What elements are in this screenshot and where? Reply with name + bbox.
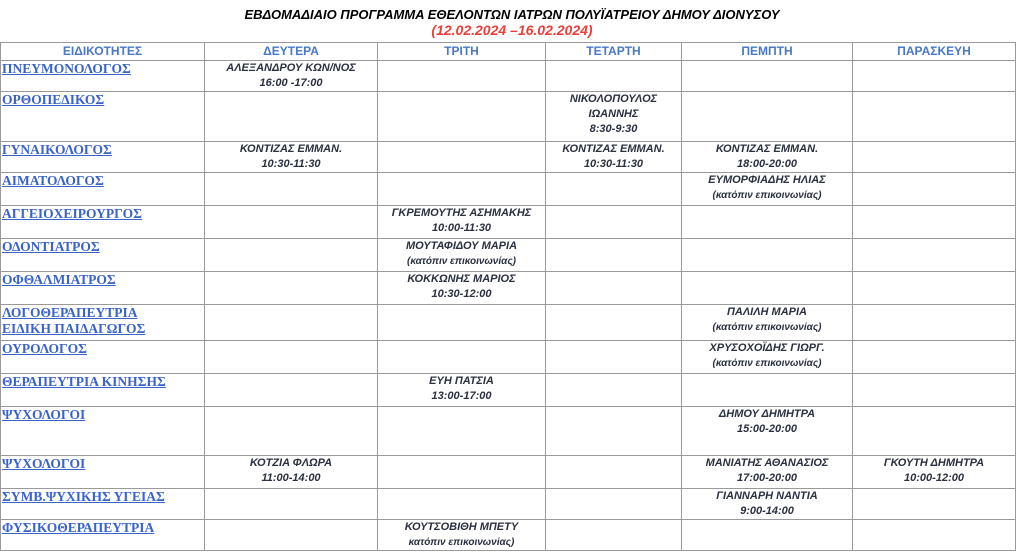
schedule-cell-wed: [546, 456, 682, 489]
schedule-cell-fri: [853, 305, 1016, 341]
schedule-cell-tue: [378, 341, 546, 374]
specialty-cell: [1, 407, 205, 456]
doctor-name: ΚΟΚΚΩΝΗΣ ΜΑΡΙΟΣ: [407, 273, 516, 285]
doctor-name: ΕΥΜΟΡΦΙΑΔΗΣ ΗΛΙΑΣ: [708, 174, 826, 186]
schedule-cell-thu: [682, 239, 853, 272]
schedule-cell-wed: [546, 92, 682, 142]
schedule-cell-tue: [378, 92, 546, 142]
schedule-cell-tue: [378, 305, 546, 341]
specialty-cell: [1, 520, 205, 551]
table-row: [1, 272, 1016, 305]
schedule-cell-fri: [853, 374, 1016, 407]
schedule-cell-wed: [546, 374, 682, 407]
schedule-cell-wed: [546, 173, 682, 206]
header-monday: ΔΕΥΤΕΡΑ: [205, 43, 378, 61]
schedule-cell-tue: [378, 173, 546, 206]
specialty-link[interactable]: ΨΥΧΟΛΟΓΟΙ: [2, 456, 86, 471]
doctor-name: ΓΚΟΥΤΗ ΔΗΜΗΤΡΑ: [883, 457, 985, 469]
specialty-link[interactable]: ΟΡΘΟΠΕΔΙΚΟΣ: [2, 92, 105, 107]
schedule-cell-thu: [682, 341, 853, 374]
specialty-cell: [1, 206, 205, 239]
schedule-cell-fri: [853, 239, 1016, 272]
schedule-cell-mon: [205, 206, 378, 239]
doctor-name: ΠΑΛΙΛΗ ΜΑΡΙΑ: [726, 306, 807, 318]
schedule-cell-wed: [546, 407, 682, 456]
schedule-cell-tue: [378, 407, 546, 456]
schedule-detail: 15:00-20:00: [737, 423, 797, 435]
table-row: [1, 341, 1016, 374]
schedule-detail: 10:00-11:30: [431, 222, 492, 234]
schedule-detail: 8:30-9:30: [589, 123, 638, 135]
schedule-cell-mon: [205, 61, 378, 92]
schedule-detail: 13:00-17:00: [431, 390, 492, 402]
schedule-cell-tue: [378, 489, 546, 520]
doctor-name: ΚΟΤΖΙΑ ΦΛΩΡΑ: [249, 457, 333, 469]
schedule-cell-mon: [205, 305, 378, 341]
specialty-link[interactable]: ΕΙΔΙΚΗ ΠΑΙΔΑΓΩΓΟΣ: [2, 321, 146, 336]
schedule-detail: κατόπιν επικοινωνίας): [408, 537, 515, 548]
specialty-link[interactable]: ΦΥΣΙΚΟΘΕΡΑΠΕΥΤΡΙΑ: [2, 520, 155, 535]
specialty-link[interactable]: ΓΥΝΑΙΚΟΛΟΓΟΣ: [2, 142, 112, 157]
specialty-link[interactable]: ΠΝΕΥΜΟΝΟΛΟΓΟΣ: [2, 61, 131, 76]
schedule-cell-tue: [378, 239, 546, 272]
schedule-cell-thu: [682, 305, 853, 341]
schedule-cell-wed: [546, 239, 682, 272]
doctor-name: ΚΟΝΤΙΖΑΣ ΕΜΜΑΝ.: [562, 143, 665, 155]
schedule-cell-mon: [205, 456, 378, 489]
specialty-cell: [1, 239, 205, 272]
doctor-name: ΜΑΝΙΑΤΗΣ ΑΘΑΝΑΣΙΟΣ: [705, 457, 829, 469]
specialty-link[interactable]: ΑΙΜΑΤΟΛΟΓΟΣ: [2, 173, 104, 188]
schedule-cell-thu: [682, 407, 853, 456]
specialty-link[interactable]: ΣΥΜΒ.ΨΥΧΙΚΗΣ ΥΓΕΙΑΣ: [2, 489, 165, 504]
specialty-link[interactable]: ΨΥΧΟΛΟΓΟΙ: [2, 407, 86, 422]
schedule-cell-thu: [682, 92, 853, 142]
schedule-cell-thu: [682, 374, 853, 407]
doctor-name: ΚΟΝΤΙΖΑΣ ΕΜΜΑΝ.: [239, 143, 343, 155]
schedule-cell-fri: [853, 61, 1016, 92]
specialty-cell: [1, 92, 205, 142]
table-row: [1, 305, 1016, 341]
schedule-cell-wed: [546, 520, 682, 551]
schedule-cell-tue: [378, 142, 546, 173]
schedule-cell-fri: [853, 206, 1016, 239]
table-row: [1, 489, 1016, 520]
schedule-detail: 18:00-20:00: [737, 158, 797, 170]
schedule-cell-fri: [853, 173, 1016, 206]
schedule-cell-wed: [546, 142, 682, 173]
schedule-cell-thu: [682, 456, 853, 489]
schedule-cell-wed: [546, 272, 682, 305]
specialty-link[interactable]: ΟΥΡΟΛΟΓΟΣ: [2, 341, 87, 356]
doctor-name: ΧΡΥΣΟΧΟΪΔΗΣ ΓΙΩΡΓ.: [709, 342, 825, 354]
schedule-cell-thu: [682, 142, 853, 173]
header-wednesday: ΤΕΤΑΡΤΗ: [546, 43, 682, 61]
table-row: [1, 142, 1016, 173]
table-row: [1, 239, 1016, 272]
schedule-cell-mon: [205, 272, 378, 305]
schedule-cell-fri: [853, 520, 1016, 551]
schedule-cell-fri: [853, 341, 1016, 374]
schedule-cell-wed: [546, 206, 682, 239]
header-thursday: ΠΕΜΠΤΗ: [682, 43, 853, 61]
schedule-cell-mon: [205, 173, 378, 206]
table-row: [1, 407, 1016, 456]
specialty-cell: [1, 374, 205, 407]
schedule-cell-tue: [378, 61, 546, 92]
schedule-cell-thu: [682, 272, 853, 305]
schedule-cell-mon: [205, 92, 378, 142]
schedule-cell-thu: [682, 206, 853, 239]
header-friday: ΠΑΡΑΣΚΕΥΗ: [853, 43, 1016, 61]
specialty-cell: [1, 341, 205, 374]
schedule-detail: (κατόπιν επικοινωνίας): [712, 322, 822, 333]
schedule-cell-mon: [205, 142, 378, 173]
specialty-cell: [1, 173, 205, 206]
schedule-cell-fri: [853, 456, 1016, 489]
header-tuesday: ΤΡΙΤΗ: [378, 43, 546, 61]
schedule-detail: 10:00-12:00: [904, 472, 964, 484]
schedule-detail: ΙΩΑΝΝΗΣ: [588, 108, 639, 120]
schedule-detail: 9:00-14:00: [740, 505, 794, 517]
table-row: [1, 456, 1016, 489]
schedule-cell-fri: [853, 407, 1016, 456]
doctor-name: ΚΟΥΤΣΟΒΙΘΗ ΜΠΕΤΥ: [404, 521, 519, 533]
schedule-cell-mon: [205, 239, 378, 272]
schedule-detail: 10:30-11:30: [261, 158, 321, 170]
table-row: [1, 61, 1016, 92]
schedule-cell-mon: [205, 407, 378, 456]
schedule-cell-wed: [546, 489, 682, 520]
schedule-table: [0, 42, 1016, 551]
header-row: [1, 43, 1016, 61]
schedule-detail: 11:00-14:00: [261, 472, 321, 484]
schedule-cell-fri: [853, 272, 1016, 305]
schedule-cell-mon: [205, 520, 378, 551]
specialty-link[interactable]: ΘΕΡΑΠΕΥΤΡΙΑ ΚΙΝΗΣΗΣ: [2, 374, 166, 389]
schedule-cell-fri: [853, 489, 1016, 520]
specialty-cell: [1, 489, 205, 520]
schedule-cell-mon: [205, 341, 378, 374]
specialty-cell: [1, 456, 205, 489]
date-range: (12.02.2024 –16.02.2024): [431, 22, 593, 38]
schedule-cell-tue: [378, 374, 546, 407]
schedule-cell-tue: [378, 206, 546, 239]
schedule-cell-thu: [682, 61, 853, 92]
doctor-name: ΚΟΝΤΙΖΑΣ ΕΜΜΑΝ.: [715, 143, 819, 155]
schedule-cell-wed: [546, 305, 682, 341]
schedule-cell-tue: [378, 272, 546, 305]
schedule-detail: 10:30-11:30: [583, 158, 644, 170]
schedule-cell-tue: [378, 456, 546, 489]
doctor-name: ΓΙΑΝΝΑΡΗ ΝΑΝΤΙΑ: [716, 490, 818, 502]
specialty-cell: [1, 142, 205, 173]
doctor-name: ΔΗΜΟΥ ΔΗΜΗΤΡΑ: [718, 408, 816, 420]
schedule-detail: 16:00 -17:00: [259, 77, 323, 89]
specialty-link[interactable]: ΑΓΓΕΙΟΧΕΙΡΟΥΡΓΟΣ: [2, 206, 143, 221]
table-row: [1, 206, 1016, 239]
doctor-name: ΜΟΥΤΑΦΙΔΟΥ ΜΑΡΙΑ: [405, 240, 518, 252]
schedule-cell-wed: [546, 341, 682, 374]
schedule-cell-fri: [853, 142, 1016, 173]
doctor-name: ΕΥΗ ΠΑΤΣΙΑ: [429, 375, 494, 387]
schedule-cell-thu: [682, 173, 853, 206]
specialty-cell: [1, 272, 205, 305]
schedule-cell-mon: [205, 374, 378, 407]
schedule-detail: 17:00-20:00: [737, 472, 797, 484]
table-row: [1, 374, 1016, 407]
schedule-detail: (κατόπιν επικοινωνίας): [712, 358, 822, 369]
schedule-detail: 10:30-12:00: [431, 288, 492, 300]
table-row: [1, 173, 1016, 206]
schedule-cell-wed: [546, 61, 682, 92]
header-specialties: ΕΙΔΙΚΟΤΗΤΕΣ: [1, 43, 205, 61]
specialty-cell: [1, 305, 205, 341]
specialty-cell: [1, 61, 205, 92]
doctor-name: ΓΚΡΕΜΟΥΤΗΣ ΑΣΗΜΑΚΗΣ: [391, 207, 532, 219]
specialty-link[interactable]: ΟΦΘΑΛΜΙΑΤΡΟΣ: [2, 272, 116, 287]
specialty-link[interactable]: ΛΟΓΟΘΕΡΑΠΕΥΤΡΙΑ: [2, 305, 138, 320]
table-row: [1, 520, 1016, 551]
specialty-link[interactable]: ΟΔΟΝΤΙΑΤΡΟΣ: [2, 239, 100, 254]
schedule-detail: (κατόπιν επικοινωνίας): [406, 256, 517, 267]
table-row: [1, 92, 1016, 142]
schedule-cell-fri: [853, 92, 1016, 142]
page-title: ΕΒΔΟΜΑΔΙΑΙΟ ΠΡΟΓΡΑΜΜΑ ΕΘΕΛΟΝΤΩΝ ΙΑΤΡΩΝ ΠΟΛΥΪΑΤΡΕΙΟΥ ΔΗΜΟΥ ΔΙΟΝΥΣΟΥ: [244, 7, 780, 22]
doctor-name: ΑΛΕΞΑΝΔΡΟΥ ΚΩΝ/ΝΟΣ: [226, 62, 356, 74]
schedule-cell-mon: [205, 489, 378, 520]
schedule-cell-tue: [378, 520, 546, 551]
schedule-cell-thu: [682, 489, 853, 520]
schedule-cell-thu: [682, 520, 853, 551]
schedule-detail: (κατόπιν επικοινωνίας): [712, 190, 822, 201]
doctor-name: ΝΙΚΟΛΟΠΟΥΛΟΣ: [569, 93, 658, 105]
